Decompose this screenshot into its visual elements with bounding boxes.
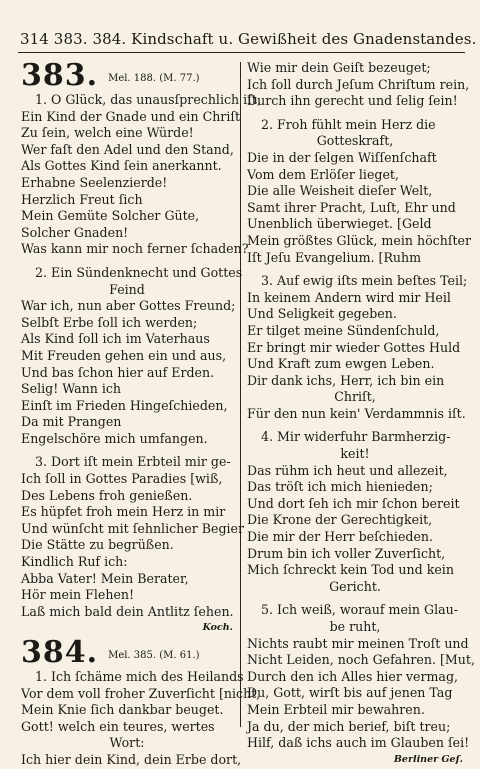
verse-line: Ein Kind der Gnade und ein Chriſt	[21, 108, 241, 124]
verse-line: Die mir der Herr beſchieden.	[247, 529, 434, 545]
verse-line: Die alle Weisheit dieſer Welt,	[247, 183, 433, 199]
hymn-384-verse-2	[247, 116, 472, 266]
verse-line: Die in der ſelgen Wiſſenſchaft	[247, 149, 437, 165]
hymn-author: Koch.	[202, 622, 233, 634]
verse-line: Für den nun kein' Verdammnis iſt.	[247, 405, 466, 421]
verse-line: Die Stätte zu begrüßen.	[21, 537, 174, 553]
verse-line: Durch den ich Alles hier vermag,	[247, 668, 459, 684]
verse-line: Mein Knie ſich dankbar beuget.	[21, 702, 224, 718]
verse-line: Was kann mir noch ferner ſchaden?	[21, 241, 249, 257]
verse-line: Drum bin ich voller Zuverſicht,	[247, 545, 446, 561]
verse-line: Wort:	[109, 735, 145, 751]
verse-line: Samt ihrer Pracht, Luſt, Ehr und	[247, 199, 456, 215]
verse-line: Herzlich Freut ſich	[21, 191, 143, 207]
verse-line: Gericht.	[329, 578, 381, 594]
verse-line: Chriſt,	[334, 389, 376, 405]
verse-line: Es hüpfet froh mein Herz in mir	[21, 504, 226, 520]
verse-line: keit!	[340, 446, 370, 462]
hymn-384-verse-1-continued	[247, 60, 470, 110]
page-number-and-hymns: 314 383. 384.	[20, 30, 127, 48]
verse-line: Mit Freuden gehen ein und aus,	[21, 347, 227, 363]
verse-line: Erhabne Seelenzierde!	[21, 174, 168, 190]
verse-line: Nichts raubt mir meinen Troſt und	[247, 635, 469, 651]
hymn-383-verse-2	[21, 264, 243, 448]
verse-line: Des Lebens froh genießen.	[21, 487, 193, 503]
verse-line: Als Kind ſoll ich im Vaterhaus	[21, 331, 210, 347]
verse-line: In keinem Andern wird mir Heil	[247, 289, 451, 305]
hymn-number: 384.	[21, 635, 99, 670]
verse-line: Nicht Leiden, noch Gefahren. [Mut,	[247, 652, 475, 668]
verse-line: Solcher Gnaden!	[21, 224, 129, 240]
verse-line: Dir dank ichs, Herr, ich bin ein	[247, 372, 445, 388]
verse-line: Und wünſcht mit ſehnlicher Begier	[21, 520, 245, 536]
verse-line: Abba Vater! Mein Berater,	[21, 570, 189, 586]
right-column	[247, 60, 475, 768]
verse-line: 3. Auf ewig iſts mein beſtes Teil;	[261, 273, 468, 289]
verse-line: Selbſt Erbe ſoll ich werden;	[21, 314, 198, 330]
verse-line: Selig! Wann ich	[21, 381, 122, 397]
page-title: Kindschaft u. Gewißheit des Gnadenstandes.	[131, 30, 477, 48]
hymn-383-heading	[21, 60, 233, 91]
verse-line: Und dort ſeh ich mir ſchon bereit	[247, 495, 460, 511]
verse-line: Mein Gemüte Solcher Güte,	[21, 208, 200, 224]
verse-line: 2. Ein Sündenknecht und Gottes	[35, 264, 243, 280]
verse-line: Du, Gott, wirſt bis auf jenen Tag	[247, 685, 453, 701]
header-rule	[18, 52, 465, 53]
verse-line: Ich ſoll in Gottes Paradies [wiß,	[21, 471, 223, 487]
verse-line: Hilf, daß ichs auch im Glauben ſei!	[247, 735, 470, 751]
hymn-melody: Mel. 188. (M. 77.)	[108, 73, 200, 84]
verse-line: Das tröſt ich mich hienieden;	[247, 479, 433, 495]
hymn-384-verse-4	[247, 429, 463, 595]
verse-line: Gott! welch ein teures, wertes	[21, 718, 215, 734]
verse-line: 1. O Glück, das unausſprechlich iſt,	[35, 92, 261, 107]
verse-line: Ja du, der mich berief, biſt treu;	[247, 718, 451, 734]
verse-line: Ich ſoll durch Jeſum Chriſtum rein,	[247, 76, 470, 92]
column-divider	[240, 62, 241, 727]
verse-line: Gotteskraft,	[316, 133, 394, 149]
verse-line: Ich hier dein Kind, dein Erbe dort,	[21, 751, 242, 767]
hymn-383-verse-3	[21, 454, 245, 637]
verse-line: Wer faſt den Adel und den Stand,	[21, 141, 234, 157]
verse-line: 5. Ich weiß, worauf mein Glau-	[261, 602, 459, 618]
verse-line: War ich, nun aber Gottes Freund;	[21, 298, 236, 314]
verse-line: 4. Mir widerfuhr Barmherzig-	[261, 429, 451, 445]
verse-line: Er bringt mir wieder Gottes Huld	[247, 339, 461, 355]
verse-line: Und Kraft zum ewgen Leben.	[247, 356, 435, 372]
verse-line: Das rühm ich heut und allezeit,	[247, 462, 448, 478]
verse-line: Er tilget meine Sündenſchuld,	[247, 322, 440, 338]
verse-line: Hör mein Flehen!	[21, 587, 135, 603]
hymn-384-verse-5	[247, 602, 475, 768]
verse-line: Die Krone der Gerechtigkeit,	[247, 512, 433, 528]
verse-line: Und Seligkeit gegeben.	[247, 306, 397, 322]
hymn-384-verse-3	[247, 273, 468, 422]
page-header	[20, 30, 477, 48]
hymn-384-heading	[21, 637, 233, 668]
verse-line: Unenblich überwieget. [Geld	[247, 216, 432, 232]
hymn-melody: Mel. 385. (M. 61.)	[108, 650, 200, 661]
verse-line: 1. Ich ſchäme mich des Heilands	[35, 669, 244, 684]
verse-line: Wie mir dein Geiſt bezeuget;	[247, 60, 431, 75]
verse-line: Laß mich bald dein Antlitz ſehen.	[21, 603, 234, 619]
verse-line: Da mit Prangen	[21, 414, 122, 430]
verse-line: Vor dem voll froher Zuverſicht [nicht,	[21, 685, 261, 701]
verse-line: Als Gottes Kind ſein anerkannt.	[21, 158, 222, 174]
hymn-number: 383.	[21, 58, 99, 93]
hymn-384-verse-1	[21, 669, 261, 769]
verse-line: 2. Froh fühlt mein Herz die	[261, 116, 436, 132]
verse-line: Vom dem Erlöſer lieget,	[247, 166, 399, 182]
verse-line: Einſt im Frieden Hingeſchieden,	[21, 397, 228, 413]
hymn-author: Berliner Geſ.	[393, 753, 463, 765]
verse-line: Zu ſein, welch eine Würde!	[21, 125, 194, 141]
left-column	[21, 58, 261, 769]
verse-line: Und bas ſchon hier auf Erden.	[21, 364, 215, 380]
verse-line: 3. Dort iſt mein Erbteil mir ge-	[35, 454, 231, 470]
verse-line: Mein Erbteil mir bewahren.	[247, 701, 425, 717]
verse-line: be ruht,	[329, 619, 381, 634]
verse-line: Feind	[109, 281, 145, 297]
verse-line: Mich ſchreckt kein Tod und kein	[247, 562, 454, 578]
verse-line: Kindlich Ruf ich:	[21, 554, 128, 570]
hymn-383-verse-1	[21, 92, 261, 258]
verse-line: Durch ihn gerecht und ſelig ſein!	[247, 93, 458, 109]
verse-line: Iſt Jeſu Evangelium. [Ruhm	[247, 249, 422, 265]
verse-line: Engelschöre mich umfangen.	[21, 430, 208, 446]
verse-line: Mein größtes Glück, mein höchſter	[247, 232, 472, 248]
